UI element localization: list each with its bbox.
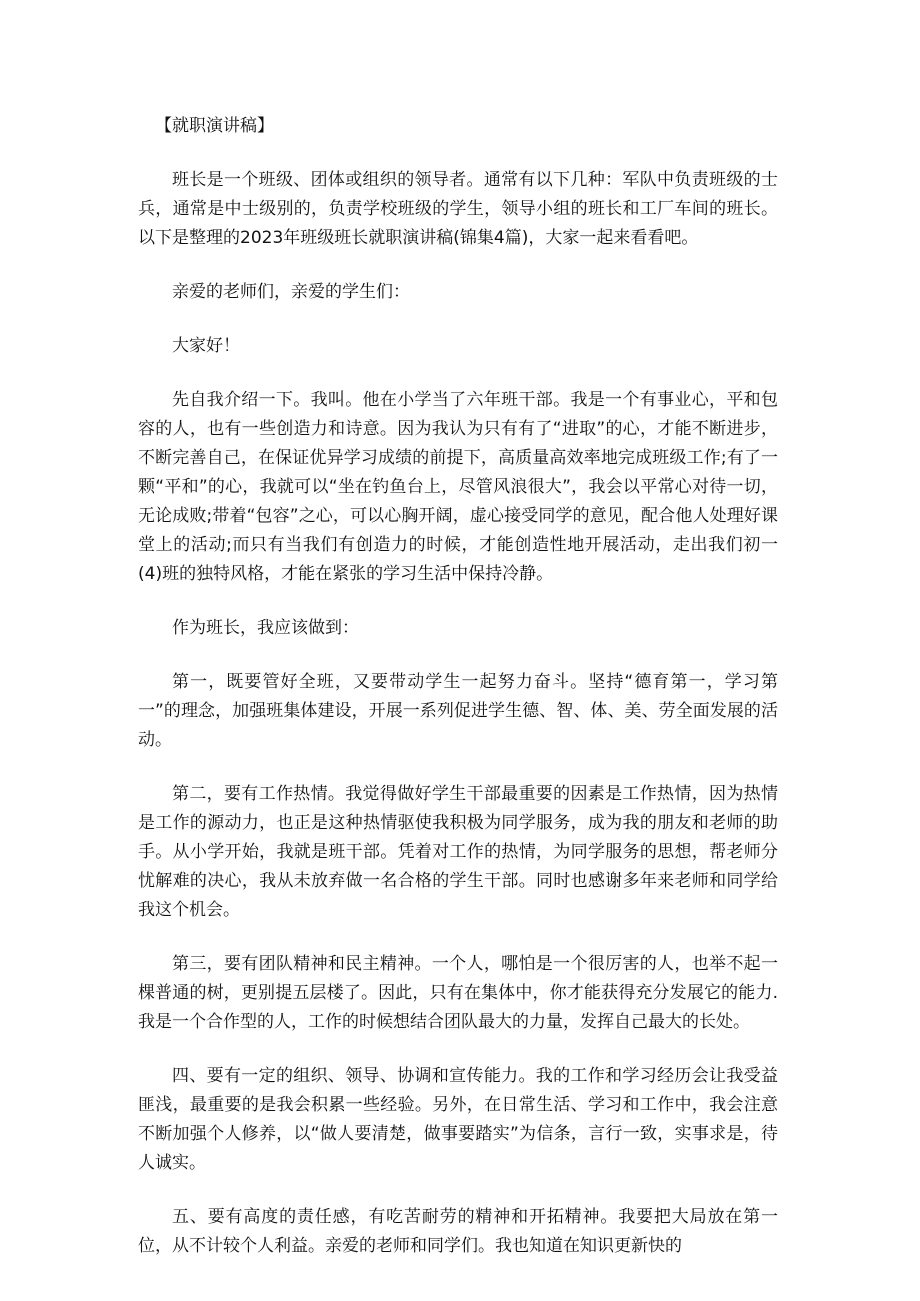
salutation-paragraph: 亲爱的老师们，亲爱的学生们： [172,282,410,302]
greeting-paragraph: 大家好！ [172,336,240,356]
fifth-point-paragraph: 五、要有高度的责任感，有吃苦耐劳的精神和开拓精神。我要把大局放在第一位，从不计较个人利益。亲爱的老师和同学们。我也知道在知识更新快的 [138,1207,778,1256]
duties-intro-paragraph: 作为班长，我应该做到： [172,618,359,638]
second-point-paragraph: 第二，要有工作热情。我觉得做好学生干部最重要的因素是工作热情，因为热情是工作的源动力，也正是这种热情驱使我积极为同学服务，成为我的朋友和老师的助手。从小学开始，我就是班干部。凭着对工作的热情，为同学服务的思想，帮老师分忧解难的决心，我从未放弃做一名合格的学生干部。同时也感谢多年来老师和同学给我这个机会。 [138,784,778,920]
self-introduction-paragraph: 先自我介绍一下。我叫。他在小学当了六年班干部。我是一个有事业心，平和包容的人，也有一些创造力和诗意。因为我认为只有有了“进取”的心，才能不断进步，不断完善自己，在保证优异学习成绩的前提下，高质量高效率地完成班级工作;有了一颗“平和”的心，我就可以“坐在钓鱼台上，尽管风浪很大”，我会以平常心对待一切，无论成败;带着“包容”之心，可以心胸开阔，虚心接受同学的意见，配合他人处理好课堂上的活动;而只有当我们有创造力的时候，才能创造性地开展活动，走出我们初一(4)班的独特风格，才能在紧张的学习生活中保持冷静。 [138,390,778,584]
document-heading: 【就职演讲稿】 [155,116,274,136]
third-point-paragraph: 第三，要有团队精神和民主精神。一个人，哪怕是一个很厉害的人，也举不起一棵普通的树，更别提五层楼了。因此，只有在集体中，你才能获得充分发展它的能力.我是一个合作型的人，工作的时候想结合团队最大的力量，发挥自己最大的长处。 [138,954,778,1032]
document-body [138,112,778,1286]
fourth-point-paragraph: 四、要有一定的组织、领导、协调和宣传能力。我的工作和学习经历会让我受益匪浅，最重要的是我会积累一些经验。另外，在日常生活、学习和工作中，我会注意不断加强个人修养，以“做人要清楚，做事要踏实”为信条，言行一致，实事求是，待人诚实。 [138,1066,778,1173]
first-point-paragraph: 第一，既要管好全班，又要带动学生一起努力奋斗。坚持“德育第一，学习第一”的理念，加强班集体建设，开展一系列促进学生德、智、体、美、劳全面发展的活动。 [138,672,778,750]
intro-paragraph: 班长是一个班级、团体或组织的领导者。通常有以下几种：军队中负责班级的士兵，通常是中士级别的，负责学校班级的学生，领导小组的班长和工厂车间的班长。以下是整理的2023年班级班长就职演讲稿(锦集4篇)，大家一起来看看吧。 [138,170,778,248]
